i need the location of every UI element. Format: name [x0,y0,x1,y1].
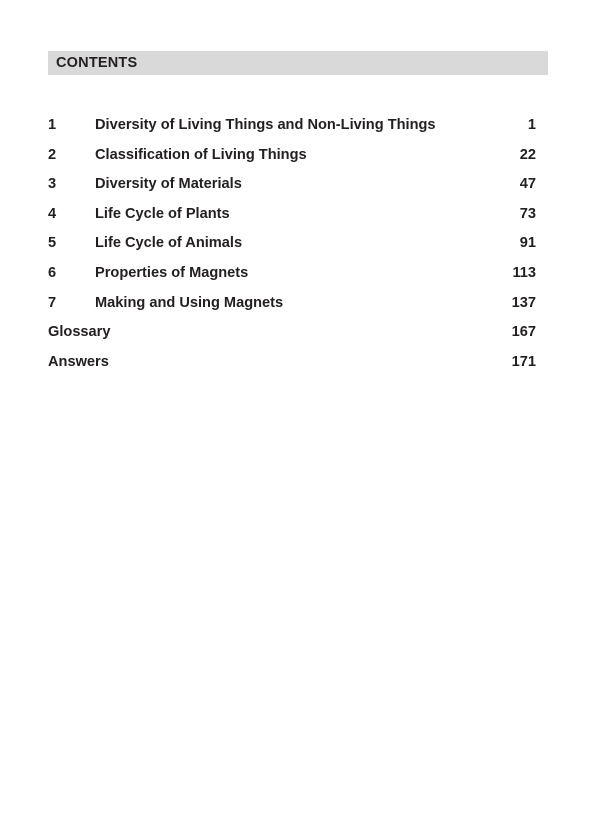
toc-entry-answers[interactable] [48,348,536,378]
toc-entry-6[interactable] [48,259,536,289]
table-of-contents [48,111,536,377]
toc-entry-4[interactable] [48,200,536,230]
page-number: 171 [511,353,536,370]
toc-entry-3[interactable] [48,170,536,200]
page-number: 91 [519,235,536,252]
chapter-number: 7 [48,294,57,311]
chapter-title: Making and Using Magnets [95,294,284,311]
chapter-title: Classification of Living Things [95,146,307,163]
page-number: 113 [512,264,536,281]
section-title: Glossary [48,324,111,341]
chapter-title: Properties of Magnets [95,264,249,281]
toc-entry-2[interactable] [48,141,536,171]
chapter-title: Life Cycle of Plants [95,205,230,222]
chapter-number: 2 [48,146,57,163]
chapter-number: 1 [48,117,57,133]
page-number: 1 [527,117,536,133]
toc-entry-glossary[interactable] [48,318,536,348]
toc-entry-5[interactable] [48,229,536,259]
page-number: 47 [519,176,536,193]
chapter-title: Diversity of Living Things and Non-Living Things [95,117,436,133]
chapter-title: Diversity of Materials [95,176,242,193]
page-number: 73 [519,205,536,222]
chapter-number: 4 [48,205,57,222]
chapter-title: Life Cycle of Animals [95,235,243,252]
page-number: 22 [519,146,536,163]
section-title: Answers [48,353,109,370]
page-number: 167 [511,324,536,341]
page-number: 137 [511,294,536,311]
toc-entry-1[interactable] [48,111,536,141]
page-title: CONTENTS [56,55,138,71]
contents-header-bar [48,51,548,75]
chapter-number: 6 [48,264,57,281]
chapter-number: 3 [48,176,57,193]
toc-entry-7[interactable] [48,289,536,319]
chapter-number: 5 [48,235,57,252]
